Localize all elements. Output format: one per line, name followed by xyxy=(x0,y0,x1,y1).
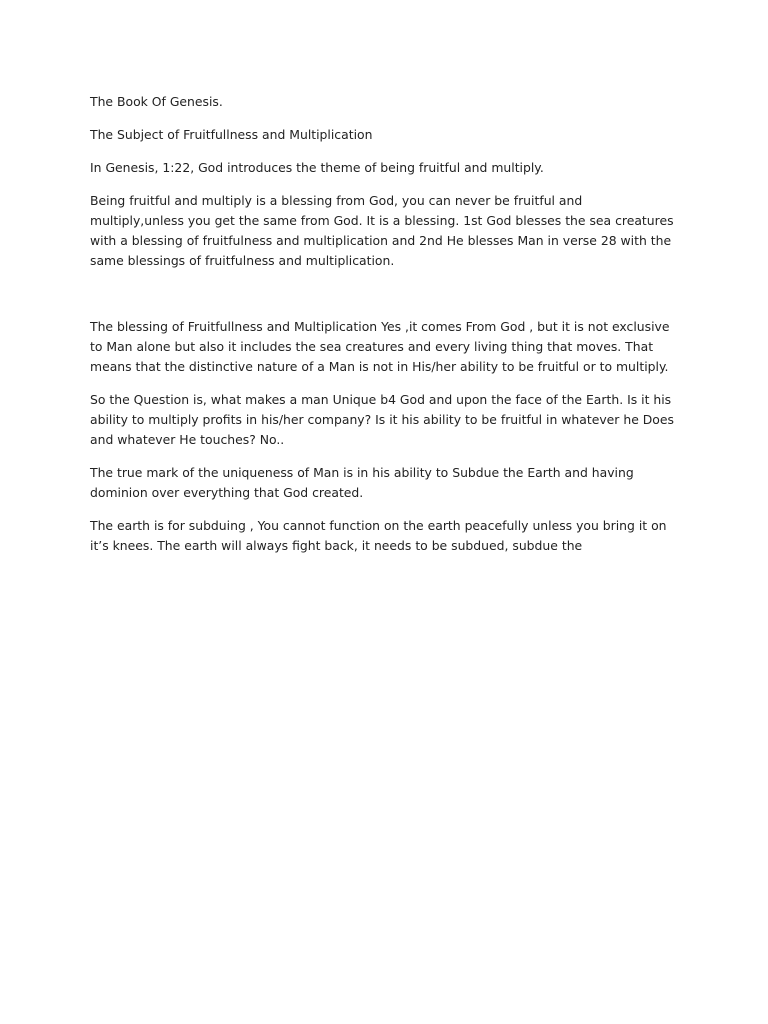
paragraph-uniqueness: The true mark of the uniqueness of Man is in his ability to Subdue the Earth and having dominion over everything that God created. xyxy=(90,465,634,500)
paragraph-subduing: The earth is for subduing , You cannot function on the earth peacefully unless you bring it on it’s knees. The earth will always fight back, it needs to be subdued, subdue the xyxy=(90,518,667,553)
paragraph-not-exclusive: The blessing of Fruitfullness and Multiplication Yes ,it comes From God , but it is not exclusive to Man alone but also it includes the sea creatures and every living thing that moves. That means that the distinctive nature of a Man is not in His/her ability to be fruitful or to multiply. xyxy=(90,319,670,374)
document-title: The Book Of Genesis. xyxy=(90,94,223,109)
paragraph-genesis-intro: In Genesis, 1:22, God introduces the theme of being fruitful and multiply. xyxy=(90,160,544,175)
document-subtitle: The Subject of Fruitfullness and Multiplication xyxy=(90,127,373,142)
document-body xyxy=(90,92,680,569)
blank-line xyxy=(90,284,680,317)
paragraph-blessing: Being fruitful and multiply is a blessing from God, you can never be fruitful and multiply,unless you get the same from God. It is a blessing. 1st God blesses the sea creatures with a blessing of fruitfulness and multiplication and 2nd He blesses Man in verse 28 with the same blessings of fruitfulness and multiplication. xyxy=(90,193,674,268)
paragraph-question: So the Question is, what makes a man Unique b4 God and upon the face of the Earth. Is it his ability to multiply profits in his/her company? Is it his ability to be fruitful in whatever he Does and whatever He touches? No.. xyxy=(90,392,674,447)
